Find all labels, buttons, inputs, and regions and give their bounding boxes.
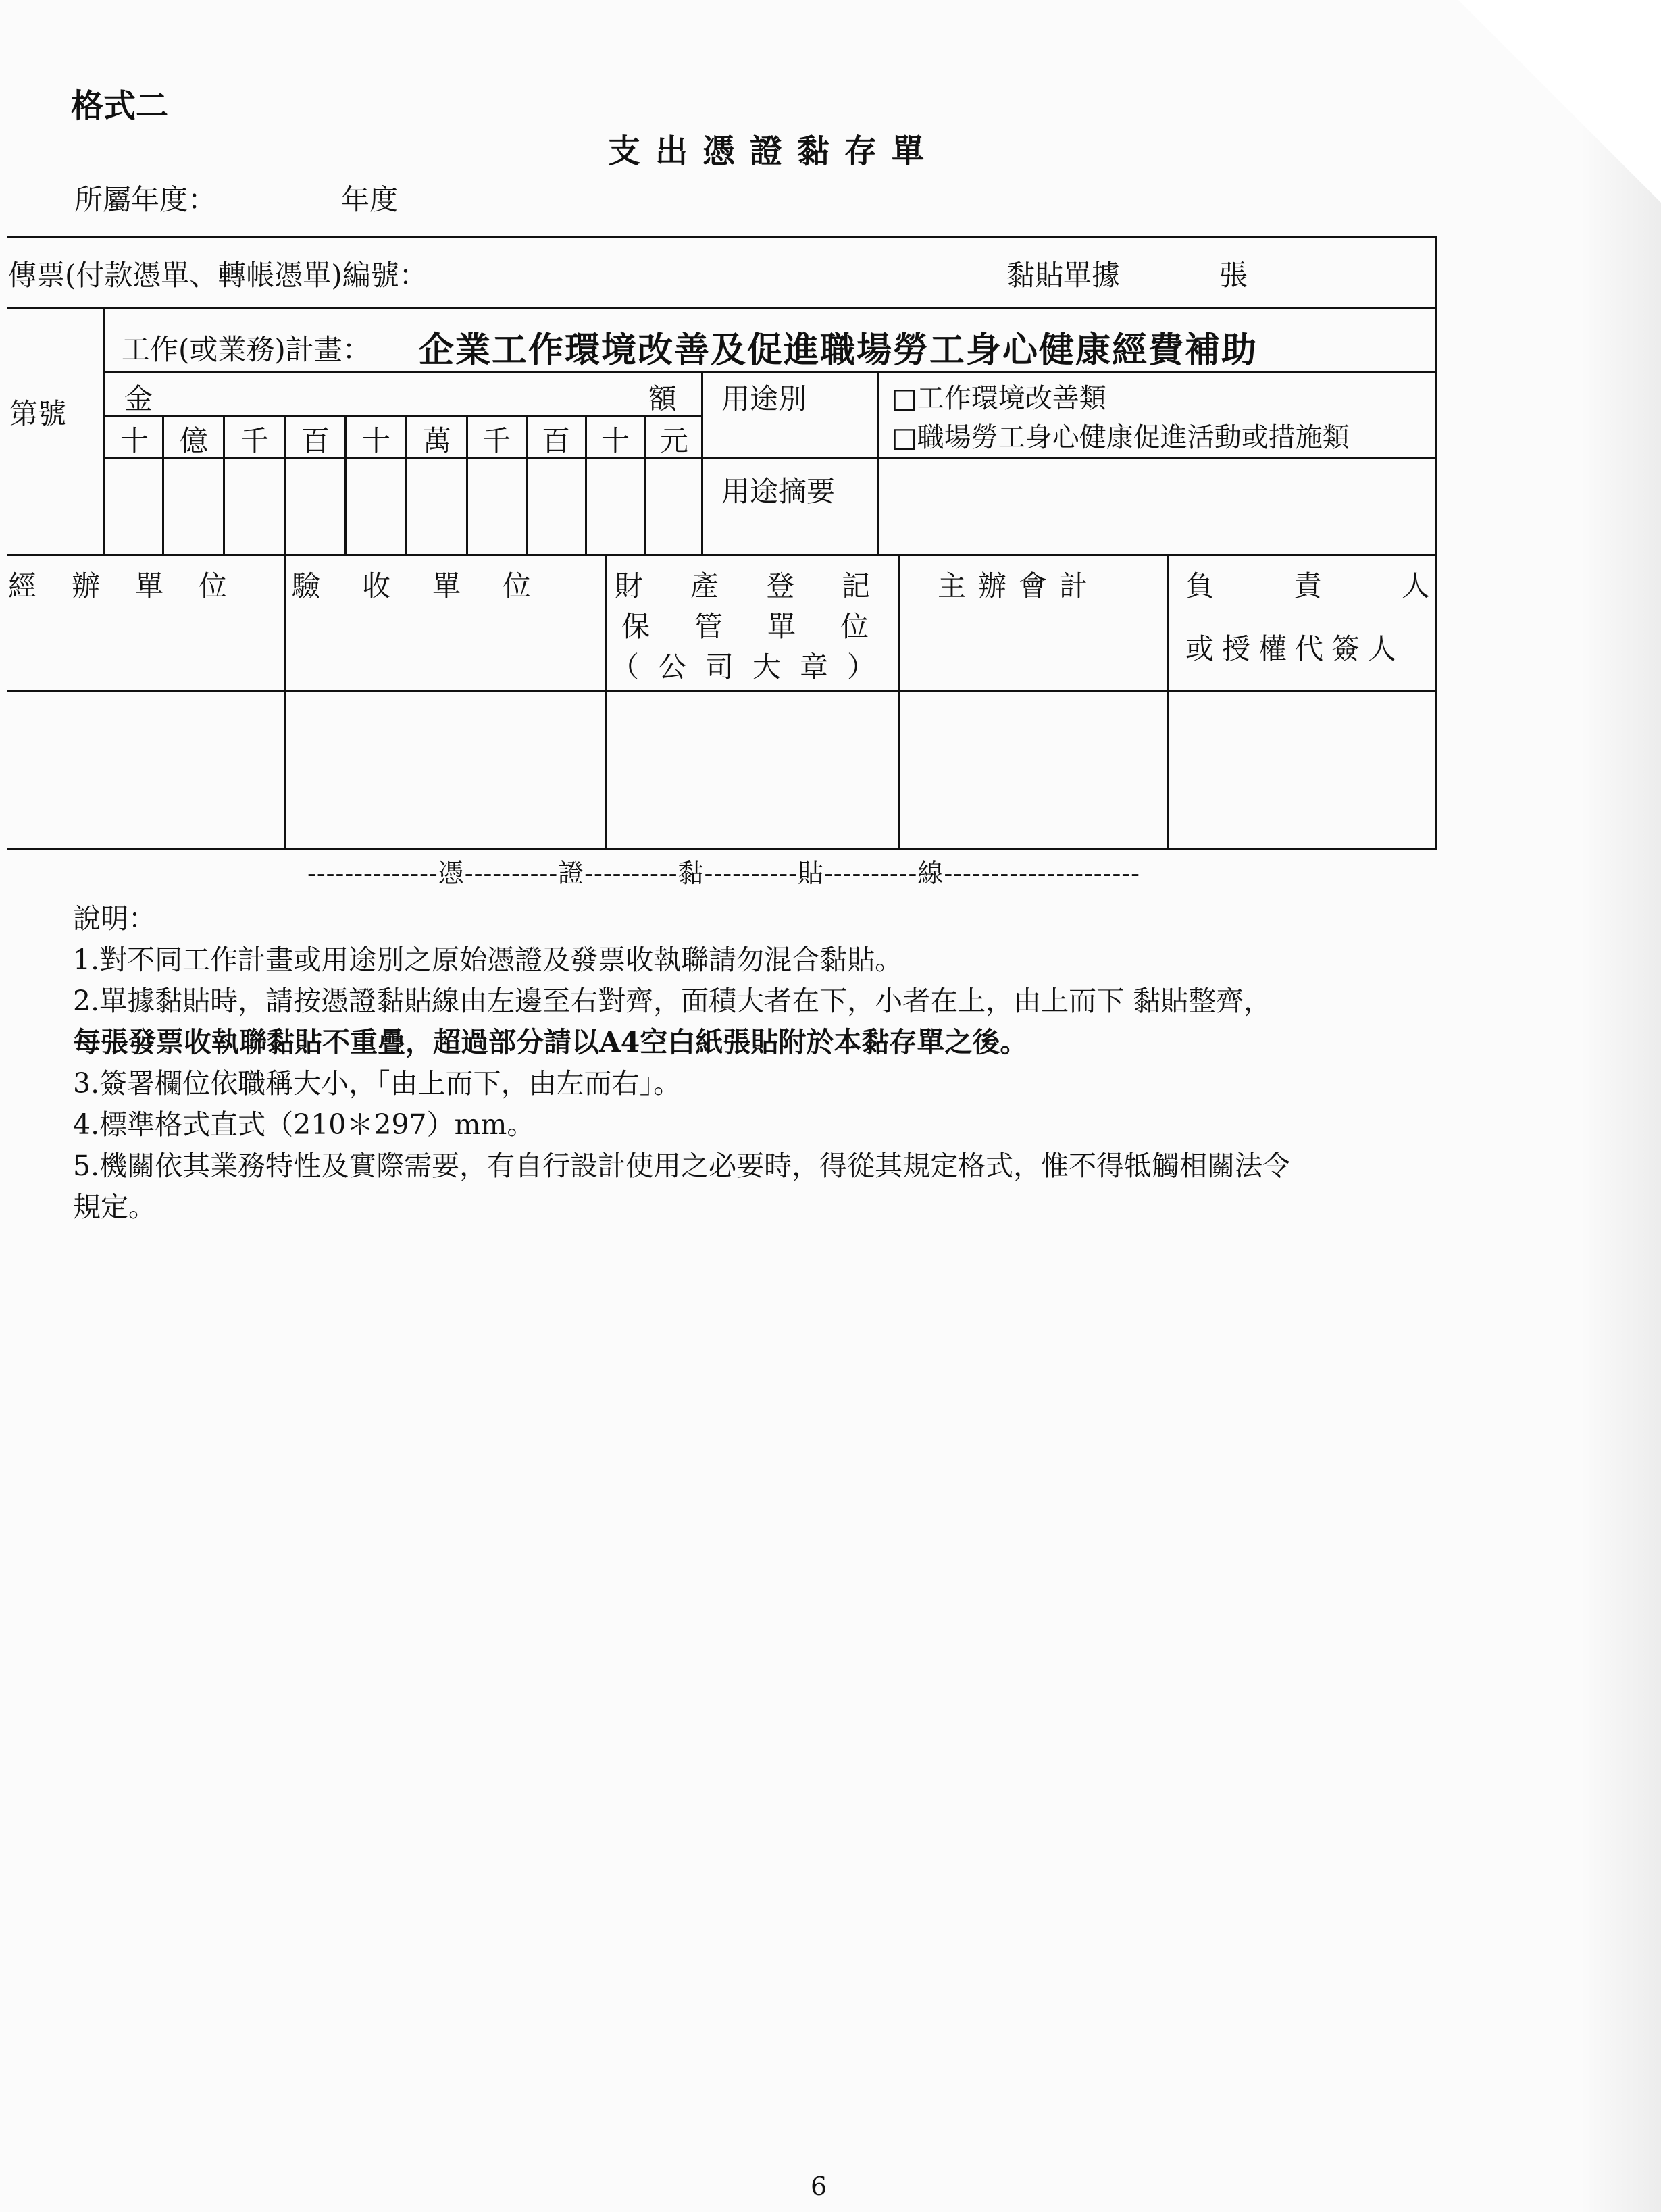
plan-label: 工作(或業務)計畫：	[122, 333, 371, 366]
year-label: 所屬年度：	[74, 183, 217, 216]
digit-header: 元	[659, 424, 688, 457]
digit-header: 十	[120, 424, 149, 457]
format-label: 格式二	[71, 87, 169, 125]
property-unit-header-line2: 保管單位	[621, 610, 914, 643]
purpose-option-2: □職場勞工身心健康促進活動或措施類	[892, 422, 1350, 453]
table-line	[284, 415, 286, 554]
digit-header: 百	[541, 424, 570, 457]
table-line	[7, 690, 1437, 692]
notes-item: 4.標準格式直式（210＊297）mm。	[73, 1108, 535, 1141]
attached-docs-label: 黏貼單據	[1006, 259, 1121, 292]
table-border-bottom	[7, 848, 1437, 850]
folded-corner	[1458, 0, 1661, 203]
notes-item: 2.單據黏貼時，請按憑證黏貼線由左邊至右對齊，面積大者在下，小者在上，由上而下 黏貼整齊，	[73, 985, 1272, 1017]
table-line	[7, 554, 1437, 556]
digit-header: 百	[301, 424, 330, 457]
notes-item: 1.對不同工作計畫或用途別之原始憑證及發票收執聯請勿混合黏貼。	[73, 944, 903, 976]
table-line	[223, 415, 225, 554]
notes-item: 每張發票收執聯黏貼不重疊，超過部分請以A4空白紙張貼附於本黏存單之後。	[73, 1026, 1028, 1058]
digit-header: 千	[240, 424, 269, 457]
table-line	[1167, 554, 1169, 848]
table-border-right	[1435, 236, 1437, 848]
page-number: 6	[811, 2171, 827, 2201]
responsible-header-line2: 或授權代簽人	[1185, 632, 1405, 665]
page-title: 支出憑證黏存單	[608, 132, 940, 170]
amount-label-left: 金	[124, 382, 153, 415]
table-line	[701, 371, 703, 554]
responsible-header-line1: 負責人	[1185, 569, 1510, 602]
table-line	[103, 307, 105, 554]
table-line	[284, 554, 286, 848]
purpose-label: 用途別	[721, 382, 807, 415]
plan-value: 企業工作環境改善及促進職場勞工身心健康經費補助	[419, 330, 1258, 371]
year-unit: 年度	[341, 183, 399, 216]
acceptance-unit-header: 驗收單位	[292, 569, 573, 602]
purpose-summary-label: 用途摘要	[721, 475, 836, 508]
table-line	[344, 415, 347, 554]
purpose-option-1: □工作環境改善類	[892, 383, 1106, 414]
table-line	[7, 307, 1437, 309]
handling-unit-header: 經辦單位	[8, 569, 263, 602]
table-line	[605, 554, 607, 848]
number-label: 第號	[9, 397, 67, 430]
notes	[73, 898, 1545, 1228]
scan-shadow	[1580, 0, 1661, 2212]
table-line	[405, 415, 407, 554]
table-border-top	[7, 236, 1437, 238]
property-unit-header-line1: 財產登記	[615, 569, 918, 602]
digit-header: 十	[361, 424, 390, 457]
digit-header: 萬	[422, 424, 451, 457]
notes-item: 規定。	[73, 1191, 156, 1223]
digit-header: 億	[179, 424, 208, 457]
amount-label-right: 額	[648, 382, 678, 415]
digit-header: 千	[482, 424, 511, 457]
table-line	[103, 415, 701, 417]
notes-item: 3.簽署欄位依職稱大小，「由上而下，由左而右」。	[73, 1067, 682, 1100]
table-line	[701, 457, 1437, 459]
attached-docs-unit: 張	[1219, 259, 1248, 292]
voucher-no-label: 傳票(付款憑單、轉帳憑單)編號：	[8, 259, 428, 292]
accounting-header: 主辦會計	[938, 569, 1100, 602]
table-line	[877, 371, 879, 554]
digit-header: 十	[600, 424, 630, 457]
notes-heading: 說明：	[73, 902, 156, 935]
paste-line: --------------憑----------證----------黏----------貼----------線---------------------	[307, 858, 1140, 888]
notes-item: 5.機關依其業務特性及實際需要，有自行設計使用之必要時，得從其規定格式，惟不得牴觸相關法令	[73, 1150, 1291, 1182]
property-unit-header-line3: （公司大章）	[611, 650, 895, 684]
